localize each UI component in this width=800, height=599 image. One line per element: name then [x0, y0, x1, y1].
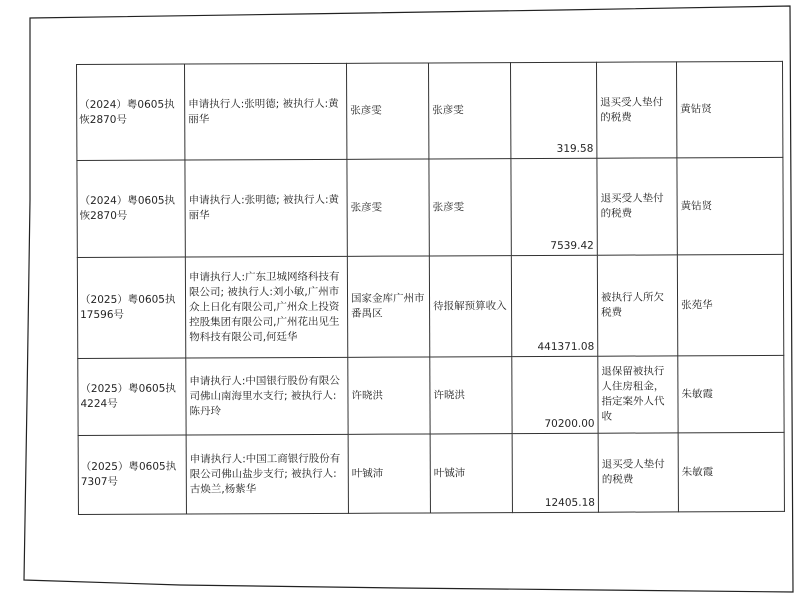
- case-number-cell: （2024）粤0605执恢2870号: [77, 160, 185, 257]
- case-number-cell: （2025）粤0605执4224号: [78, 358, 186, 435]
- payee-cell: 张彦雯: [346, 63, 428, 159]
- reason-cell: 退买受人垫付的税费: [598, 433, 678, 512]
- parties-cell: 申请执行人:张明德; 被执行人:黄丽华: [185, 159, 347, 257]
- payee-cell: 许晓洪: [348, 357, 430, 434]
- handler-cell: 朱敏霞: [678, 355, 784, 432]
- table-row: [77, 157, 783, 257]
- handler-cell: 黄钻贤: [677, 157, 783, 254]
- table-row: [78, 355, 784, 435]
- table-row: [77, 61, 783, 160]
- amount-cell: 12405.18: [512, 433, 598, 512]
- account-cell: 叶铖沛: [430, 434, 512, 513]
- handler-cell: 朱敏霞: [678, 432, 784, 511]
- parties-cell: 申请执行人:中国银行股份有限公司佛山南海里水支行; 被执行人:陈丹玲: [186, 357, 348, 435]
- amount-cell: 7539.42: [511, 158, 597, 255]
- reason-cell: 退买受人垫付的税费: [596, 62, 676, 158]
- reason-cell: 退买受人垫付的税费: [597, 158, 677, 255]
- reason-cell: 被执行人所欠税费: [597, 255, 677, 356]
- amount-cell: 70200.00: [512, 356, 598, 433]
- account-cell: 张彦雯: [429, 159, 511, 256]
- execution-payment-table: [76, 61, 785, 515]
- payee-cell: 张彦雯: [347, 159, 429, 256]
- account-cell: 许晓洪: [430, 357, 512, 434]
- case-number-cell: （2025）粤0605执7307号: [78, 435, 186, 514]
- table-row: [78, 432, 784, 514]
- payee-cell: 国家金库广州市番禺区: [347, 256, 429, 357]
- reason-cell: 退保留被执行人住房租金，指定案外人代收: [598, 356, 678, 433]
- payee-cell: 叶铖沛: [348, 434, 430, 513]
- amount-cell: 319.58: [510, 62, 596, 158]
- account-cell: 张彦雯: [428, 63, 510, 159]
- case-number-cell: （2024）粤0605执恢2870号: [77, 64, 185, 160]
- table-row: [77, 254, 783, 358]
- case-number-cell: （2025）粤0605执17596号: [77, 257, 185, 358]
- amount-cell: 441371.08: [511, 255, 597, 356]
- handler-cell: 张苑华: [677, 254, 783, 355]
- handler-cell: 黄钻贤: [676, 61, 782, 157]
- parties-cell: 申请执行人:广东卫城网络科技有限公司; 被执行人:刘小敏,广州市众上日化有限公司,广州众上投资控股集团有限公司,广州花出见生物科技有限公司,何廷华: [185, 256, 347, 358]
- parties-cell: 申请执行人:中国工商银行股份有限公司佛山盐步支行; 被执行人:古焕兰,杨紫华: [186, 434, 348, 514]
- account-cell: 待报解预算收入: [429, 256, 511, 357]
- parties-cell: 申请执行人:张明德; 被执行人:黄丽华: [185, 63, 347, 160]
